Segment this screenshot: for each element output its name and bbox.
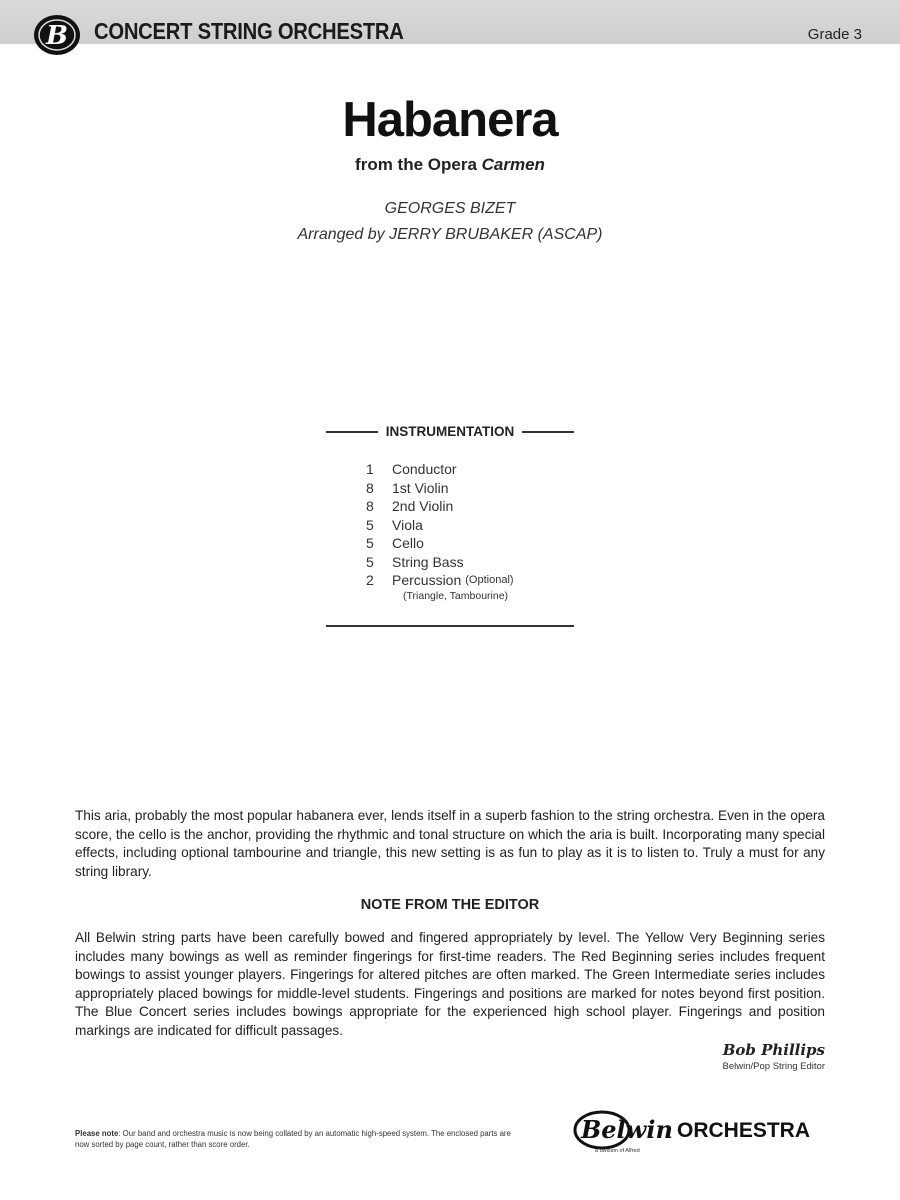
instrument-qty: 8 xyxy=(366,479,374,496)
instrument-qty: 5 xyxy=(366,553,374,570)
description-paragraph: This aria, probably the most popular habanera ever, lends itself in a superb fashion to the string orchestra. Even in the opera score, the cello is the anchor, providing the rhythmic and tonal structure on which the aria is built. Incorporating many special effects, including optional tambourine and triangle, this new setting is as fun to play as it is to listen to. Truly a must for any string library. xyxy=(75,808,825,879)
instrument-name: Conductor xyxy=(392,461,457,477)
collation-footnote xyxy=(75,1128,515,1150)
belwin-orchestra-logo xyxy=(573,1108,823,1158)
series-logo-letter: B xyxy=(46,21,68,51)
instrument-row xyxy=(366,516,514,535)
instrument-qty: 8 xyxy=(366,498,374,514)
heading-rule-right xyxy=(522,431,574,433)
piece-title: Habanera xyxy=(342,93,558,147)
instrument-optional-note: (Optional) xyxy=(465,574,514,586)
instrumentation-bottom-rule xyxy=(326,625,574,627)
instrument-name: 1st Violin xyxy=(392,479,449,496)
subtitle-opera: Carmen xyxy=(481,155,545,174)
instrumentation-heading xyxy=(326,424,574,439)
instrument-name: 2nd Violin xyxy=(392,498,454,514)
publisher-brand: Belwin xyxy=(581,1115,673,1144)
arranger: Arranged by JERRY BRUBAKER (ASCAP) xyxy=(297,226,603,243)
instrument-name: Percussion xyxy=(392,572,462,588)
instrument-subnote: (Triangle, Tambourine) xyxy=(403,589,509,602)
instrument-row xyxy=(366,479,514,498)
instrument-name: String Bass xyxy=(392,553,464,570)
editor-signature: Bob Phillips xyxy=(722,1041,825,1059)
instrument-row xyxy=(366,460,514,479)
footnote-label: Please note xyxy=(75,1129,119,1138)
composer: GEORGES BIZET xyxy=(384,200,516,217)
instrument-qty: 1 xyxy=(366,461,374,477)
instrument-qty: 5 xyxy=(366,516,374,533)
instrument-row xyxy=(366,571,514,590)
editor-title: Belwin/Pop String Editor xyxy=(722,1061,825,1072)
editor-note-paragraph: All Belwin string parts have been carefully bowed and fingered appropriately by level. The Yellow Very Beginning series includes many bowings as well as reminder fingerings for first-time readers. The Red Beginning series includes frequent bowings to assist younger players. Fingerings for altered pitches are often marked. The Green Intermediate series includes appropriately placed bowings for middle-level students. Fingerings and positions are marked for notes beyond first position. The Blue Concert series includes bowings appropriate for the experienced high school player. Fingerings and position markings are indicated for difficult passages. xyxy=(75,930,825,1038)
instrumentation-list xyxy=(366,460,514,603)
instrument-name: Viola xyxy=(392,516,423,533)
instrument-qty: 5 xyxy=(366,535,374,551)
instrument-name: Cello xyxy=(392,535,424,551)
instrument-qty: 2 xyxy=(366,572,374,588)
editor-note-heading: NOTE FROM THE EDITOR xyxy=(360,897,540,913)
instrument-row xyxy=(366,553,514,572)
instrument-row xyxy=(366,534,514,553)
publisher-product: ORCHESTRA xyxy=(677,1119,811,1142)
belwin-series-logo xyxy=(32,13,82,57)
series-title: CONCERT STRING ORCHESTRA xyxy=(94,18,404,44)
instrument-row xyxy=(366,497,514,516)
heading-rule-left xyxy=(326,431,378,433)
publisher-tagline: a division of Alfred xyxy=(595,1148,640,1154)
grade-level: Grade 3 xyxy=(807,26,862,43)
footnote-text: : Our band and orchestra music is now being collated by an automatic high-speed system. The enclosed parts are now sorted by page count, rather than score order. xyxy=(75,1129,511,1149)
piece-subtitle xyxy=(0,155,900,175)
subtitle-prefix: from the Opera xyxy=(355,155,482,174)
instrumentation-title: INSTRUMENTATION xyxy=(385,424,515,439)
